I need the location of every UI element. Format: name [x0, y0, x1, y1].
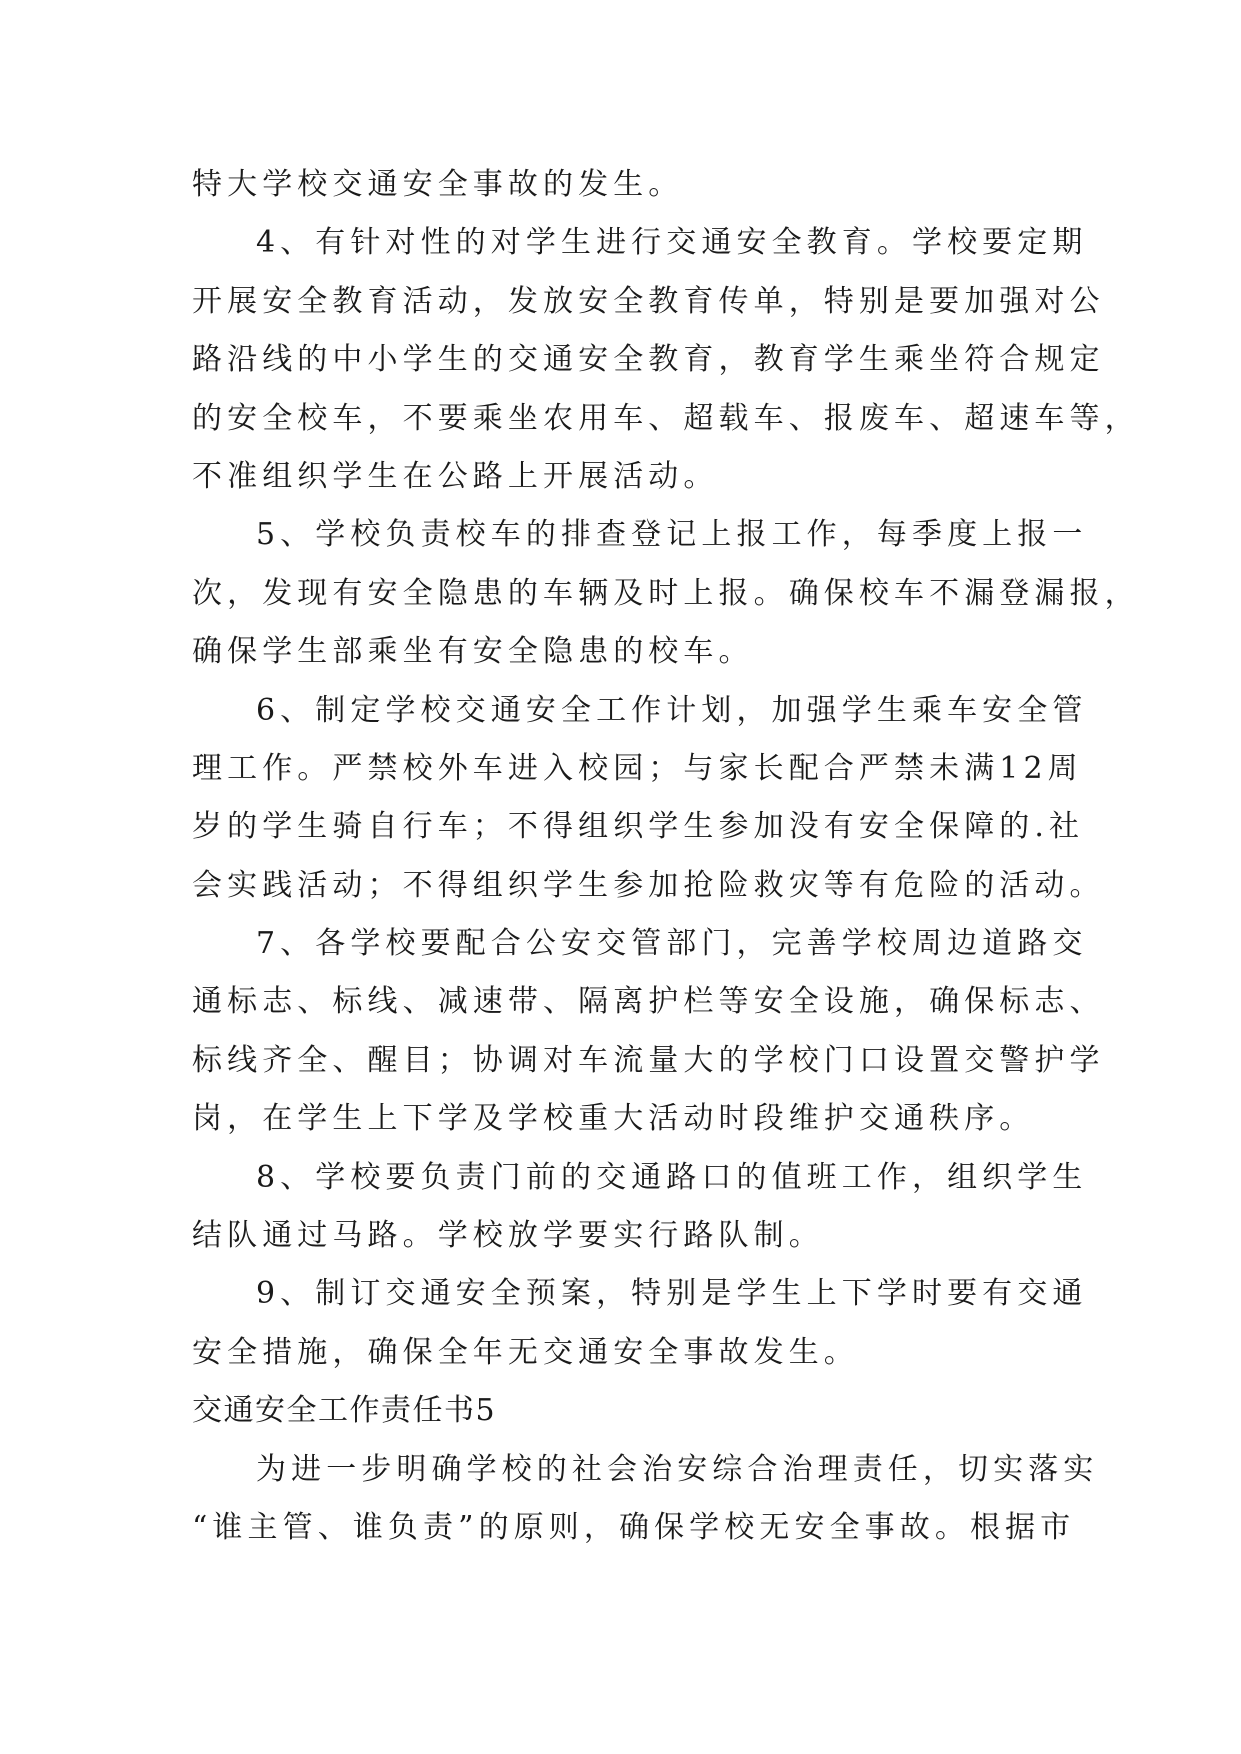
- section-heading: 交通安全工作责任书5: [192, 1393, 497, 1429]
- document-body: [192, 156, 1140, 1557]
- text-line: 通标志、标线、减速带、隔离护栏等安全设施，确保标志、: [192, 984, 1105, 1020]
- text-line: 岗，在学生上下学及学校重大活动时段维护交通秩序。: [192, 1101, 1035, 1137]
- text-line: 次，发现有安全隐患的车辆及时上报。确保校车不漏登漏报，: [192, 575, 1140, 611]
- text-line: 6、制定学校交通安全工作计划，加强学生乘车安全管: [256, 692, 1088, 728]
- text-line: 岁的学生骑自行车；不得组织学生参加没有安全保障的.社: [192, 809, 1085, 845]
- text-line: 会实践活动；不得组织学生参加抢险救灾等有危险的活动。: [192, 867, 1105, 903]
- text-line: 为进一步明确学校的社会治安综合治理责任，切实落实: [256, 1451, 1099, 1487]
- text-line: 标线齐全、醒目；协调对车流量大的学校门口设置交警护学: [192, 1042, 1105, 1078]
- text-line: 结队通过马路。学校放学要实行路队制。: [192, 1218, 824, 1254]
- text-line: 安全措施，确保全年无交通安全事故发生。: [192, 1334, 859, 1370]
- text-line: 确保学生部乘坐有安全隐患的校车。: [192, 634, 754, 670]
- text-line: 8、学校要负责门前的交通路口的值班工作，组织学生: [256, 1159, 1088, 1195]
- text-line: 9、制订交通安全预案，特别是学生上下学时要有交通: [256, 1276, 1088, 1312]
- text-line: 特大学校交通安全事故的发生。: [192, 167, 684, 202]
- text-line: 4、有针对性的对学生进行交通安全教育。学校要定期: [256, 225, 1088, 261]
- text-line: 理工作。严禁校外车进入校园；与家长配合严禁未满12周: [192, 750, 1083, 786]
- text-line: 7、各学校要配合公安交管部门，完善学校周边道路交: [256, 926, 1088, 962]
- text-line: 不准组织学生在公路上开展活动。: [192, 458, 719, 494]
- text-line: 路沿线的中小学生的交通安全教育，教育学生乘坐符合规定: [192, 342, 1105, 378]
- text-line: “谁主管、谁负责”的原则，确保学校无安全事故。根据市: [192, 1509, 1076, 1545]
- text-line: 5、学校负责校车的排查登记上报工作，每季度上报一: [256, 517, 1088, 553]
- text-line: 的安全校车，不要乘坐农用车、超载车、报废车、超速车等，: [192, 400, 1140, 436]
- text-line: 开展安全教育活动，发放安全教育传单，特别是要加强对公: [192, 283, 1105, 319]
